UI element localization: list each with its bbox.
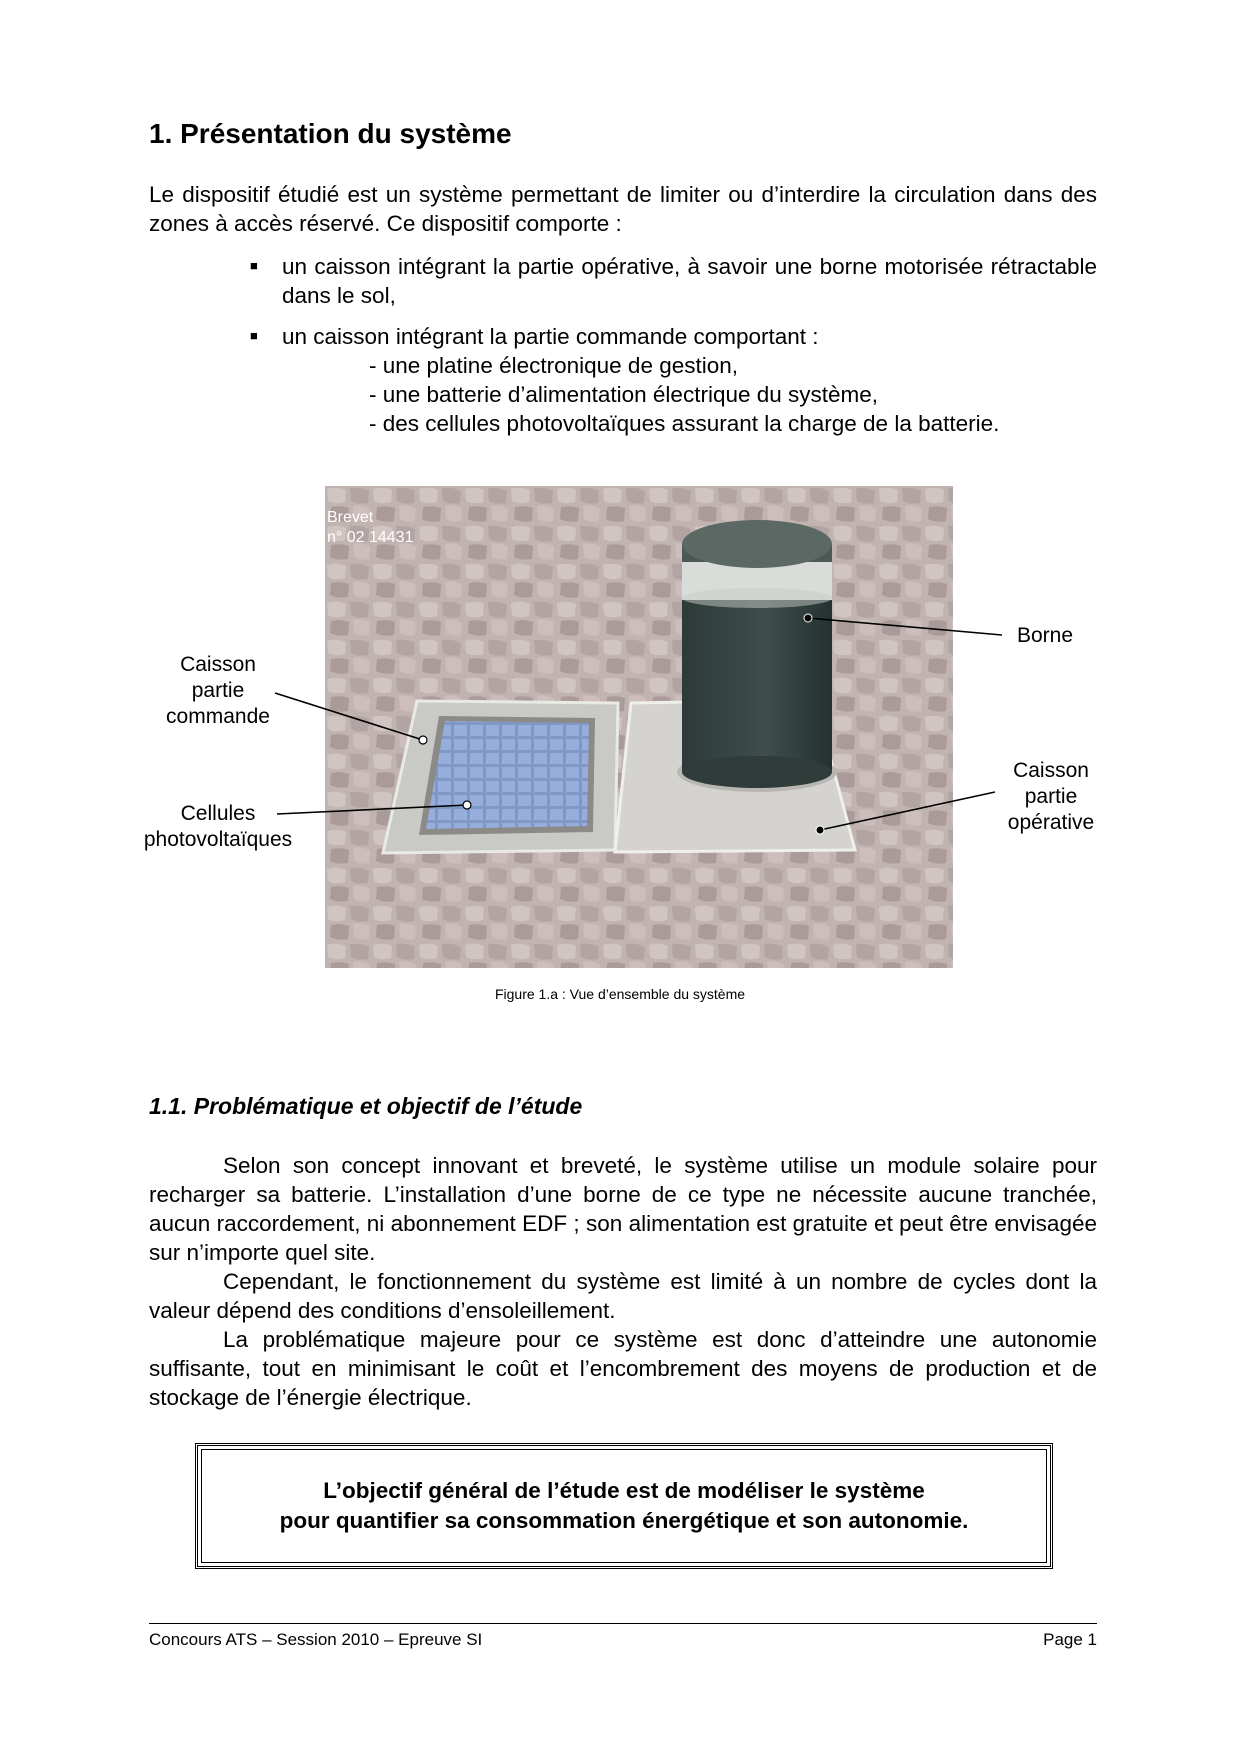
- intro-paragraph: Le dispositif étudié est un système permettant de limiter ou d’interdire la circulation dans des zones à accès réservé. Ce dispositif comporte :: [149, 182, 1097, 236]
- label-caisson-operative-1: Caisson: [1013, 759, 1089, 782]
- photo-watermark-line1: Brevet: [327, 509, 374, 526]
- footer-left: Concours ATS – Session 2010 – Epreuve SI: [149, 1630, 483, 1649]
- label-caisson-operative-3: opérative: [1007, 811, 1095, 834]
- sub-item-3: - des cellules photovoltaïques assurant la charge de la batterie.: [369, 411, 1000, 436]
- footer-page-number: Page 1: [1043, 1630, 1097, 1649]
- paragraph-3: La problématique majeure pour ce système est donc d’atteindre une autonomie suffisante, tout en minimisant le coût et l’encombrement des moyens de production et de stockage de l’énergie électrique.: [149, 1327, 1097, 1410]
- paragraph-1: Selon son concept innovant et breveté, le système utilise un module solaire pour recharger sa batterie. L’installation d’une borne de ce type ne nécessite aucune tranchée, aucun raccordement, ni abonnement EDF ; son alimentation est gratuite et peut être envisagée sur n’importe quel site.: [149, 1153, 1097, 1265]
- bullet-item-2: un caisson intégrant la partie commande comportant :: [282, 324, 819, 349]
- figure-caption: Figure 1.a : Vue d’ensemble du système: [494, 986, 746, 1002]
- label-borne: Borne: [1016, 624, 1074, 647]
- label-caisson-commande-2: partie: [191, 679, 245, 702]
- label-cellules-2: photovoltaïques: [143, 828, 293, 851]
- sub-item-1: - une platine électronique de gestion,: [369, 353, 739, 378]
- objective-box-inner: [201, 1449, 1047, 1563]
- label-caisson-operative-2: partie: [1024, 785, 1078, 808]
- bullet-marker: ■: [250, 328, 258, 343]
- paragraph-2: Cependant, le fonctionnement du système est limité à un nombre de cycles dont la valeur dépend des conditions d’ensoleillement.: [149, 1269, 1097, 1323]
- label-cellules-1: Cellules: [180, 802, 256, 825]
- bullet-item-1: un caisson intégrant la partie opérative, à savoir une borne motorisée rétractable dans le sol,: [282, 254, 1097, 308]
- footer-divider: [149, 1623, 1097, 1624]
- photo-watermark-line2: n° 02 14431: [327, 529, 414, 546]
- label-caisson-commande-3: commande: [166, 705, 270, 728]
- objective-line-2: pour quantifier sa consommation énergétique et son autonomie.: [279, 1508, 969, 1533]
- objective-line-1: L’objectif général de l’étude est de modéliser le système: [323, 1478, 925, 1503]
- bullet-marker: ■: [250, 258, 258, 273]
- subsection-title: 1.1. Problématique et objectif de l’étude: [149, 1093, 583, 1119]
- label-caisson-commande-1: Caisson: [180, 653, 256, 676]
- section-title: 1. Présentation du système: [149, 118, 512, 149]
- objective-box: [195, 1443, 1053, 1569]
- sub-item-2: - une batterie d’alimentation électrique du système,: [369, 382, 879, 407]
